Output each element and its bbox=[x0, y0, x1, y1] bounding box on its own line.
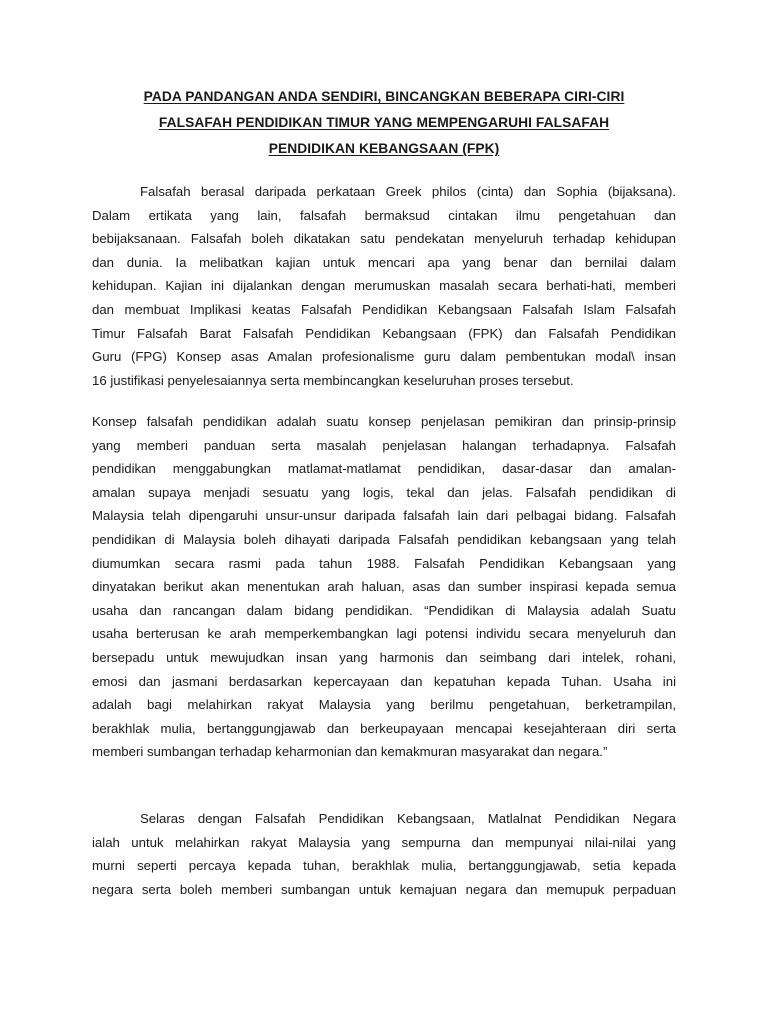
paragraph-line: Dalam ertikata yang lain, falsafah bermaksud cintakan ilmu pengetahuan dan bbox=[92, 207, 676, 223]
paragraph-line: dinyatakan berikut akan menentukan arah haluan, asas dan sumber inspirasi kepada semua bbox=[92, 579, 676, 595]
paragraph-line: Guru (FPG) Konsep asas Amalan profesionalisme guru dalam pembentukan modal\ insan bbox=[92, 349, 676, 365]
paragraph-line: amalan supaya menjadi sesuatu yang logis, tekal dan jelas. Falsafah pendidikan di bbox=[92, 484, 676, 500]
paragraph-line: pendidikan menggabungkan matlamat-matlamat pendidikan, dasar-dasar dan amalan- bbox=[92, 461, 676, 477]
paragraph-line: pendidikan di Malaysia boleh dihayati daripada Falsafah pendidikan kebangsaan yang telah bbox=[92, 531, 676, 547]
title-line: FALSAFAH PENDIDIKAN TIMUR YANG MEMPENGARUHI FALSAFAH bbox=[158, 115, 610, 130]
paragraph-line: usaha berterusan ke arah memperkembangkan lagi potensi individu secara menyeluruh dan bbox=[92, 626, 676, 642]
paragraph-line: Malaysia telah dipengaruhi unsur-unsur daripada falsafah lain dari pelbagai bidang. Falsafah bbox=[92, 508, 676, 524]
paragraph-line: Selaras dengan Falsafah Pendidikan Kebangsaan, Matlalnat Pendidikan Negara bbox=[140, 811, 676, 826]
paragraph-line: adalah bagi melahirkan rakyat Malaysia yang berilmu pengetahuan, berketrampilan, bbox=[92, 697, 676, 713]
paragraph-line: dan membuat Implikasi keatas Falsafah Pendidikan Kebangsaan Falsafah Islam Falsafah bbox=[92, 301, 676, 317]
paragraph-line: murni seperti percaya kepada tuhan, berakhlak mulia, bertanggungjawab, setia kepada bbox=[92, 858, 676, 874]
paragraph-line: ialah untuk melahirkan rakyat Malaysia yang sempurna dan mempunyai nilai-nilai yang bbox=[92, 834, 676, 850]
paragraph-line: diumumkan secara rasmi pada tahun 1988. Falsafah Pendidikan Kebangsaan yang bbox=[92, 555, 676, 571]
paragraph-definition bbox=[92, 180, 676, 392]
paragraph-line: emosi dan jasmani berdasarkan kepercayaan dan kepatuhan kepada Tuhan. Usaha ini bbox=[92, 673, 676, 689]
paragraph-line: 16 justifikasi penyelesaiannya serta membincangkan keseluruhan proses tersebut. bbox=[92, 372, 574, 388]
paragraph-line: kehidupan. Kajian ini dijalankan dengan merumuskan masalah secara berhati-hati, memberi bbox=[92, 278, 676, 294]
document-title bbox=[92, 84, 676, 162]
paragraph-line: usaha dan rancangan dalam bidang pendidikan. “Pendidikan di Malaysia adalah Suatu bbox=[92, 602, 676, 618]
paragraph-line: bersepadu untuk mewujudkan insan yang harmonis dan seimbang dari intelek, rohani, bbox=[92, 649, 676, 665]
paragraph-line: memberi sumbangan terhadap keharmonian dan kemakmuran masyarakat dan negara.” bbox=[92, 744, 608, 760]
paragraph-line: negara serta boleh memberi sumbangan untuk kemajuan negara dan memupuk perpaduan bbox=[92, 881, 676, 897]
paragraph-concept bbox=[92, 410, 676, 764]
paragraph-line: bebijaksanaan. Falsafah boleh dikatakan satu pendekatan menyeluruh terhadap kehidupan bbox=[92, 231, 676, 247]
paragraph-line: Timur Falsafah Barat Falsafah Pendidikan Kebangsaan (FPK) dan Falsafah Pendidikan bbox=[92, 325, 676, 341]
paragraph-line: Falsafah berasal daripada perkataan Greek philos (cinta) dan Sophia (bijaksana). bbox=[140, 184, 676, 199]
title-line: PENDIDIKAN KEBANGSAAN (FPK) bbox=[268, 141, 500, 156]
paragraph-line: Konsep falsafah pendidikan adalah suatu konsep penjelasan pemikiran dan prinsip-prinsip bbox=[92, 414, 676, 429]
paragraph-national-goal bbox=[92, 807, 676, 901]
paragraph-line: yang memberi panduan serta masalah penjelasan halangan terhadapnya. Falsafah bbox=[92, 437, 676, 453]
paragraph-line: dan dunia. Ia melibatkan kajian untuk mencari apa yang benar dan bernilai dalam bbox=[92, 254, 676, 270]
paragraph-line: berakhlak mulia, bertanggungjawab dan berkeupayaan mencapai kesejahteraan diri serta bbox=[92, 720, 676, 736]
title-line: PADA PANDANGAN ANDA SENDIRI, BINCANGKAN BEBERAPA CIRI-CIRI bbox=[143, 89, 625, 104]
